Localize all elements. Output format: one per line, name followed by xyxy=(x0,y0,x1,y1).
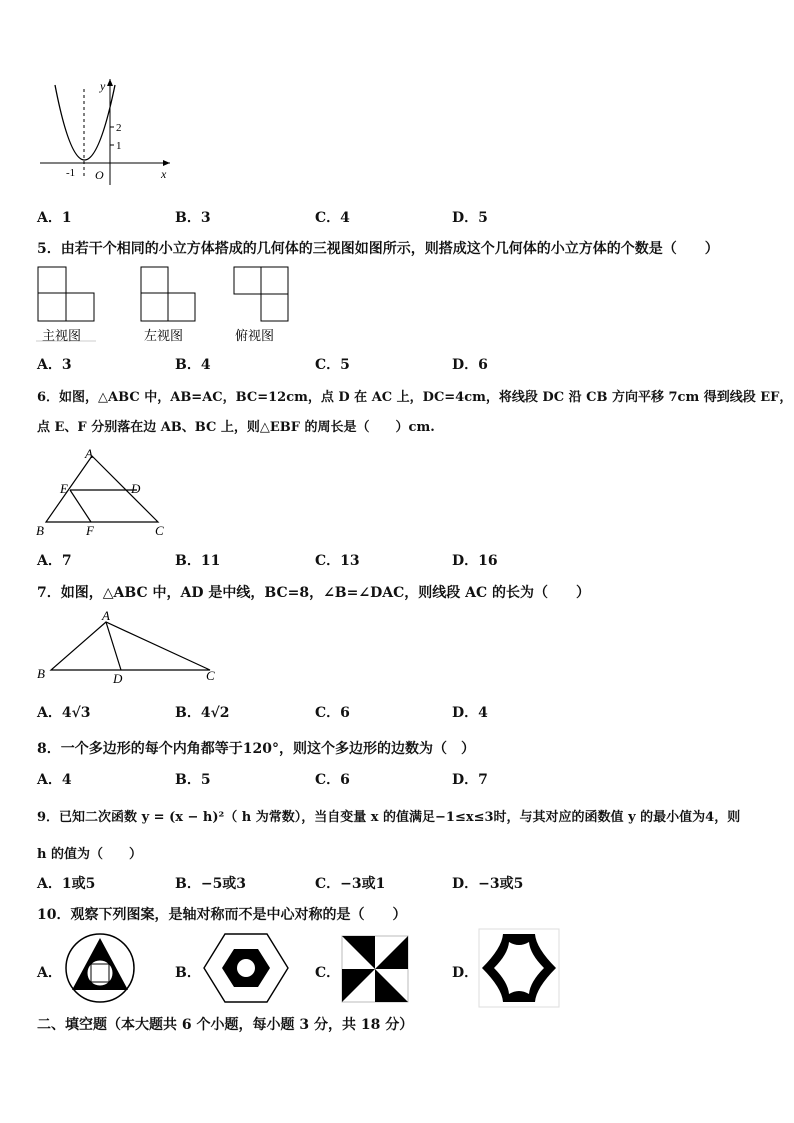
tick-2: 2 xyxy=(116,122,122,134)
q9-option-d[interactable]: D．−3或5 xyxy=(452,876,524,892)
label-a7: A xyxy=(102,608,110,623)
q9-option-b[interactable]: B．−5或3 xyxy=(175,876,247,892)
q10-option-d[interactable]: D． xyxy=(452,965,479,981)
q10-option-b[interactable]: B． xyxy=(175,965,201,981)
section-heading: 二、填空题（本大题共 6 个小题，每小题 3 分，共 18 分） xyxy=(37,1017,414,1033)
q7-option-c[interactable]: C．6 xyxy=(315,705,350,721)
y-axis-label: y xyxy=(100,79,106,93)
label-b7: B xyxy=(37,666,45,681)
q9-question-line2: h 的值为（ ） xyxy=(37,847,142,862)
q8-question: 8．一个多边形的每个内角都等于120°，则这个多边形的边数为（ ） xyxy=(37,741,475,757)
q9-option-c[interactable]: C．−3或1 xyxy=(315,876,386,892)
q8-option-d[interactable]: D．7 xyxy=(452,772,488,788)
q10-option-a[interactable]: A． xyxy=(37,965,62,981)
q4-option-d[interactable]: D．5 xyxy=(452,210,488,226)
q10-question: 10．观察下列图案，是轴对称而不是中心对称的是（ ） xyxy=(37,907,407,923)
q6-option-b[interactable]: B．11 xyxy=(175,553,221,569)
label-e: E xyxy=(60,481,68,496)
q9-option-a[interactable]: A．1或5 xyxy=(37,876,96,892)
q6-option-c[interactable]: C．13 xyxy=(315,553,360,569)
q5-option-d[interactable]: D．6 xyxy=(452,357,488,373)
q10-option-c[interactable]: C． xyxy=(315,965,341,981)
q5-option-c[interactable]: C．5 xyxy=(315,357,350,373)
label-b: B xyxy=(36,523,44,538)
pattern-b-icon xyxy=(200,930,292,1006)
q5-question: 5．由若干个相同的小立方体搭成的几何体的三视图如图所示，则搭成这个几何体的小立方体的个数是（ ） xyxy=(37,241,719,257)
q5-option-a[interactable]: A．3 xyxy=(37,357,72,373)
q4-option-b[interactable]: B．3 xyxy=(175,210,211,226)
label-c7: C xyxy=(206,668,215,683)
tick-neg1: -1 xyxy=(66,167,76,179)
label-a: A xyxy=(85,446,93,461)
q6-question-line1: 6．如图，△ABC 中，AB=AC，BC=12cm，点 D 在 AC 上，DC=4cm，将线段 DC 沿 CB 方向平移 7cm 得到线段 EF， xyxy=(37,390,793,405)
front-view-label: 主视图 xyxy=(42,328,82,343)
origin-label: O xyxy=(95,168,104,182)
q8-option-b[interactable]: B．5 xyxy=(175,772,211,788)
label-d7: D xyxy=(113,671,123,684)
q7-option-d[interactable]: D．4 xyxy=(452,705,488,721)
q6-option-d[interactable]: D．16 xyxy=(452,553,498,569)
triangle-figure-q7 xyxy=(34,608,224,684)
x-axis-label: x xyxy=(161,167,167,181)
q9-question-line1: 9．已知二次函数 y = (x − h)²（ h 为常数），当自变量 x 的值满足−1≤x≤3时，与其对应的函数值 y 的最小值为4，则 xyxy=(37,810,741,825)
label-f: F xyxy=(86,523,94,538)
pattern-c-icon xyxy=(340,934,410,1004)
top-view-label: 俯视图 xyxy=(235,328,275,343)
pattern-a-icon xyxy=(62,930,138,1006)
label-c: C xyxy=(155,523,164,538)
label-d: D xyxy=(131,481,141,496)
tick-1: 1 xyxy=(116,140,122,152)
triangle-figure-q6 xyxy=(34,446,170,540)
q6-option-a[interactable]: A．7 xyxy=(37,553,72,569)
three-views-figure xyxy=(36,265,296,345)
q8-option-a[interactable]: A．4 xyxy=(37,772,72,788)
q5-option-b[interactable]: B．4 xyxy=(175,357,211,373)
q7-option-b[interactable]: B．4√2 xyxy=(175,705,230,721)
parabola-graph xyxy=(35,75,175,187)
q7-option-a[interactable]: A．4√3 xyxy=(37,705,91,721)
q4-option-c[interactable]: C．4 xyxy=(315,210,350,226)
q8-option-c[interactable]: C．6 xyxy=(315,772,350,788)
side-view-label: 左视图 xyxy=(144,328,184,343)
q4-option-a[interactable]: A．1 xyxy=(37,210,72,226)
pattern-d-icon xyxy=(478,928,560,1008)
q7-question: 7．如图，△ABC 中，AD 是中线，BC=8，∠B=∠DAC，则线段 AC 的长为（ ） xyxy=(37,585,590,601)
q6-question-line2: 点 E、F 分别落在边 AB、BC 上，则△EBF 的周长是（ ）cm. xyxy=(37,420,435,435)
